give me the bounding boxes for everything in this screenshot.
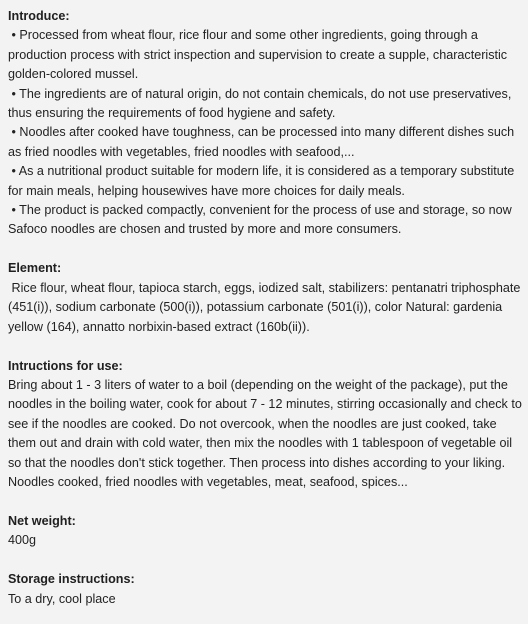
net-weight-title: Net weight:: [8, 513, 76, 528]
introduce-title: Introduce:: [8, 9, 70, 23]
net-weight-section: [8, 512, 524, 551]
storage-value: To a dry, cool place: [8, 591, 116, 606]
introduce-bullet: • Noodles after cooked have toughness, can be processed into many different dishes such as fried noodles with vegetables, fried noodles with seafood,...: [8, 125, 518, 159]
introduce-bullet: • Processed from wheat flour, rice flour and some other ingredients, going through a production process with strict inspection and supervision to create a supple, characteristic golden-colored mussel.: [8, 28, 511, 82]
introduce-bullet: • As a nutritional product suitable for modern life, it is considered as a temporary substitute for main meals, helping housewives have more choices for daily meals.: [8, 164, 518, 198]
net-weight-value: 400g: [8, 533, 37, 548]
introduce-bullet: • The product is packed compactly, convenient for the process of use and storage, so now Safoco noodles are chosen and trusted by more and more consumers.: [8, 203, 516, 237]
section-spacer: [8, 492, 524, 512]
instructions-section: [8, 357, 524, 493]
storage-title: Storage instructions:: [8, 572, 135, 587]
section-spacer: [8, 337, 524, 357]
introduce-bullet: • The ingredients are of natural origin, do not contain chemicals, do not use preservatives, thus ensuring the requirements of food hygiene and safety.: [8, 86, 515, 121]
introduce-section: [8, 7, 524, 240]
section-spacer: [8, 240, 524, 260]
instructions-title: Intructions for use:: [8, 358, 123, 373]
instructions-text: Bring about 1 - 3 liters of water to a boil (depending on the weight of the package), put the noodles in the boiling water, cook for about 7 - 12 minutes, stirring occasionally and check to see if the noodles are cooked. Do not overcook, when the noodles are just cooked, take them out and drain with cold water, then mix the noodles with 1 tablespoon of vegetable oil so that the noodles don't stick together. Then process into dishes according to your liking. Noodles cooked, fried noodles with vegetables, meat, seafood, spices...: [8, 377, 526, 489]
element-text: Rice flour, wheat flour, tapioca starch, eggs, iodized salt, stabilizers: pentanatri triphosphate (451(i)), sodium carbonate (500(i)), potassium carbonate (501(i)), color Natural: gardenia yellow (164), annatto norbixin-based extract (160b(ii)).: [8, 280, 524, 334]
element-section: [8, 259, 524, 337]
element-title: Element:: [8, 261, 62, 276]
storage-section: [8, 570, 524, 609]
section-spacer: [8, 551, 524, 571]
